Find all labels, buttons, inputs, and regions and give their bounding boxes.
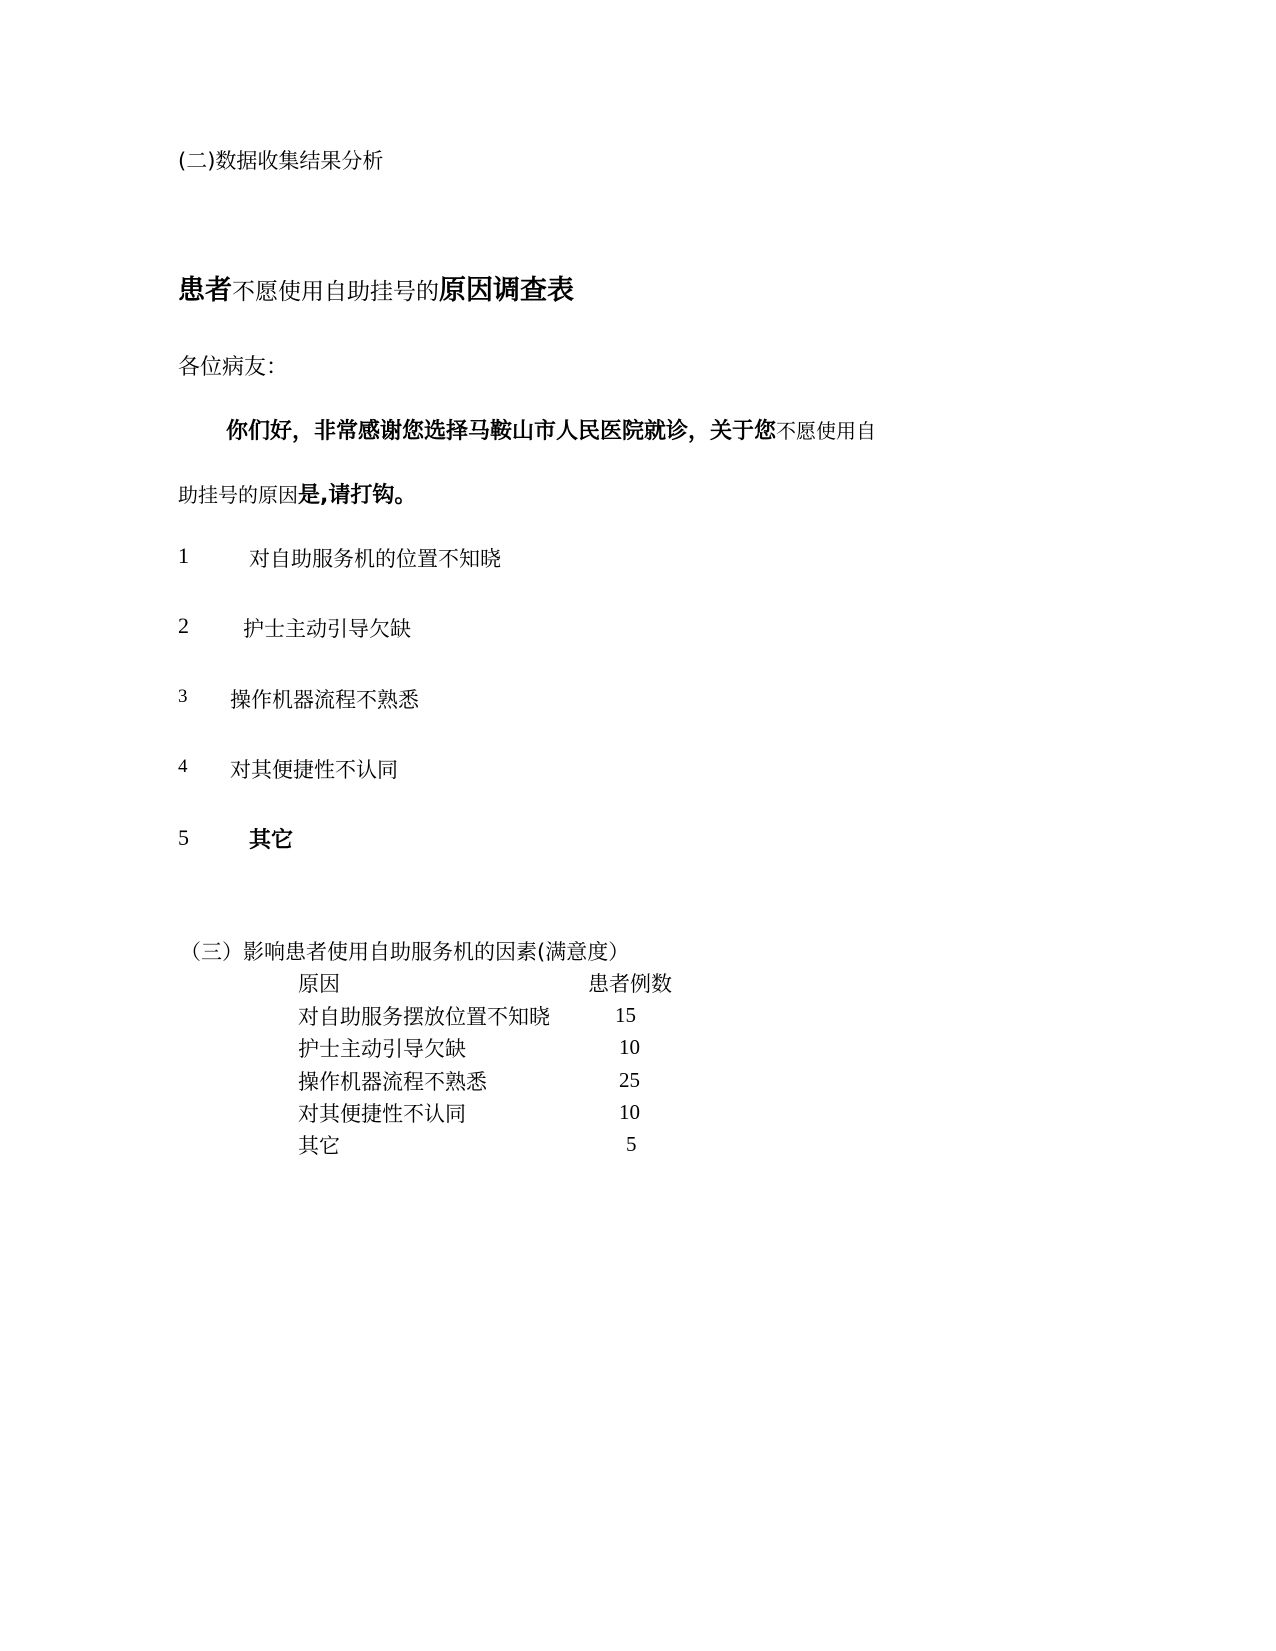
survey-title-part3: 原因调查表 [439, 275, 574, 306]
intro-line2-light: 助挂号的原因 [178, 483, 298, 507]
option-number: 4 [178, 756, 188, 777]
survey-intro-line-1 [226, 414, 876, 445]
section-3-heading: （三）影响患者使用自助服务机的因素(满意度） [180, 940, 630, 964]
table-row-count: 5 [626, 1132, 637, 1156]
survey-title-part1: 患者 [178, 275, 232, 306]
option-number: 2 [178, 613, 189, 638]
section-2-heading: (二)数据收集结果分析 [178, 149, 384, 173]
intro-line1-light: 不愿使用自 [776, 419, 877, 443]
survey-title-part2: 不愿使用自助挂号的 [232, 279, 439, 305]
survey-title [178, 268, 574, 307]
option-text: 护士主动引导欠缺 [243, 617, 411, 641]
intro-line1-bold: 你们好，非常感谢您选择马鞍山市人民医院就诊，关于您 [226, 419, 777, 444]
option-text: 其它 [249, 828, 294, 853]
table-row-count: 25 [619, 1068, 640, 1092]
table-row-count: 15 [615, 1003, 636, 1027]
option-text: 对自助服务机的位置不知晓 [249, 547, 501, 571]
option-number: 1 [178, 543, 189, 568]
header-count: 患者例数 [588, 972, 672, 996]
table-row-reason: 护士主动引导欠缺 [298, 1037, 466, 1061]
option-number: 5 [178, 825, 189, 850]
survey-intro-line-2 [178, 478, 416, 509]
survey-greeting: 各位病友： [178, 355, 289, 380]
intro-line2-bold: 是,请打钩。 [298, 483, 417, 508]
table-row-reason: 对其便捷性不认同 [298, 1102, 466, 1126]
table-row-count: 10 [619, 1035, 640, 1059]
option-text: 操作机器流程不熟悉 [230, 688, 419, 712]
table-row-count: 10 [619, 1100, 640, 1124]
table-row-reason: 操作机器流程不熟悉 [298, 1070, 487, 1094]
table-row-reason: 对自助服务摆放位置不知晓 [298, 1005, 550, 1029]
option-number: 3 [178, 686, 188, 707]
option-text: 对其便捷性不认同 [230, 758, 398, 782]
table-row-reason: 其它 [298, 1134, 340, 1158]
header-reason: 原因 [298, 972, 340, 996]
